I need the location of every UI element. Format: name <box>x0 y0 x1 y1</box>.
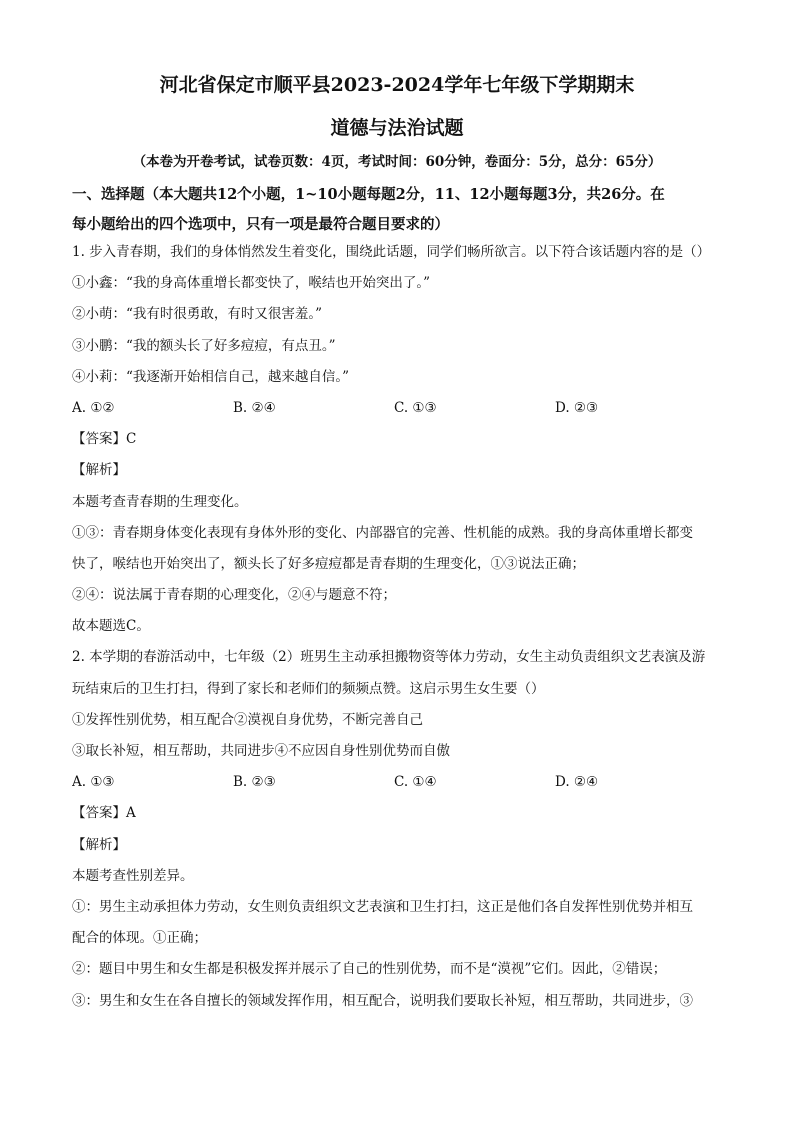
q2-analysis-label: 【解析】 <box>72 836 126 853</box>
question-body <box>72 237 730 1017</box>
q1-statement-1: ①小鑫：“我的身高体重增长都变快了，喉结也开始突出了。” <box>72 275 431 292</box>
q1-analysis-1: 本题考查青春期的生理变化。 <box>72 493 248 510</box>
section-heading <box>72 180 730 240</box>
q2-stem-2: 玩结束后的卫生打扫，得到了家长和老师们的频频点赞。这启示男生女生要（） <box>72 680 545 697</box>
q1-statement-3: ③小鹏：“我的额头长了好多痘痘，有点丑。” <box>72 337 336 354</box>
document-title: 河北省保定市顺平县2023-2024学年七年级下学期期末 <box>159 74 635 96</box>
q1-analysis-3: 快了，喉结也开始突出了，额头长了好多痘痘都是青春期的生理变化，①③说法正确； <box>72 555 585 572</box>
q1-option-c: C. ①③ <box>394 399 437 416</box>
q1-analysis-2: ①③：青春期身体变化表现有身体外形的变化、内部器官的完善、性机能的成熟。我的身高体重增长都变 <box>72 524 693 541</box>
q1-options <box>72 393 730 424</box>
q2-option-c: C. ①④ <box>394 774 437 791</box>
exam-note: （本卷为开卷考试，试卷页数：4页，考试时间：60分钟，卷面分：5分，总分：65分） <box>132 154 662 170</box>
q1-option-d: D. ②③ <box>555 399 599 416</box>
q2-option-a: A. ①③ <box>72 774 115 791</box>
q1-analysis-4: ②④：说法属于青春期的心理变化，②④与题意不符； <box>72 587 396 604</box>
q1-statement-4: ④小莉：“我逐渐开始相信自己，越来越自信。” <box>72 368 350 385</box>
q1-analysis-5: 故本题选C。 <box>72 618 150 635</box>
q2-option-b: B. ②③ <box>233 774 276 791</box>
q1-stem: 1. 步入青春期，我们的身体悄然发生着变化，围绕此话题，同学们畅所欲言。以下符合该话题内容的是（） <box>72 244 711 260</box>
q1-option-b: B. ②④ <box>233 399 276 416</box>
q2-analysis-5: ③：男生和女生在各自擅长的领域发挥作用，相互配合，说明我们要取长补短，相互帮助，共同进步，③ <box>72 992 693 1009</box>
q2-answer: 【答案】A <box>72 805 136 822</box>
q2-options <box>72 767 730 798</box>
section-heading-line-2: 每小题给出的四个选项中，只有一项是最符合题目要求的） <box>72 216 449 233</box>
q2-analysis-2: ①：男生主动承担体力劳动，女生则负责组织文艺表演和卫生打扫，这正是他们各自发挥性别优势并相互 <box>72 898 693 915</box>
q1-statement-2: ②小萌：“我有时很勇敢，有时又很害羞。” <box>72 306 323 323</box>
q2-stem-1: 2. 本学期的春游活动中，七年级（2）班男生主动承担搬物资等体力劳动，女生主动负责组织文艺表演及游 <box>72 649 706 666</box>
q2-statement-1: ①发挥性别优势，相互配合②漠视自身优势，不断完善自己 <box>72 711 423 728</box>
q1-option-a: A. ①② <box>72 399 115 416</box>
q1-analysis-label: 【解析】 <box>72 462 126 479</box>
section-heading-line-1: 一、选择题（本大题共12个小题，1~10小题每题2分，11、12小题每题3分，共26分。在 <box>72 186 665 203</box>
q2-analysis-1: 本题考查性别差异。 <box>72 867 194 884</box>
q2-option-d: D. ②④ <box>555 774 599 791</box>
q2-analysis-3: 配合的体现。①正确； <box>72 930 207 947</box>
q2-analysis-4: ②：题目中男生和女生都是积极发挥并展示了自己的性别优势，而不是“漠视”它们。因此，②错误； <box>72 961 667 978</box>
document-subtitle: 道德与法治试题 <box>330 117 464 139</box>
q2-statement-2: ③取长补短，相互帮助，共同进步④不应因自身性别优势而自傲 <box>72 743 450 759</box>
q1-answer: 【答案】C <box>72 431 137 448</box>
